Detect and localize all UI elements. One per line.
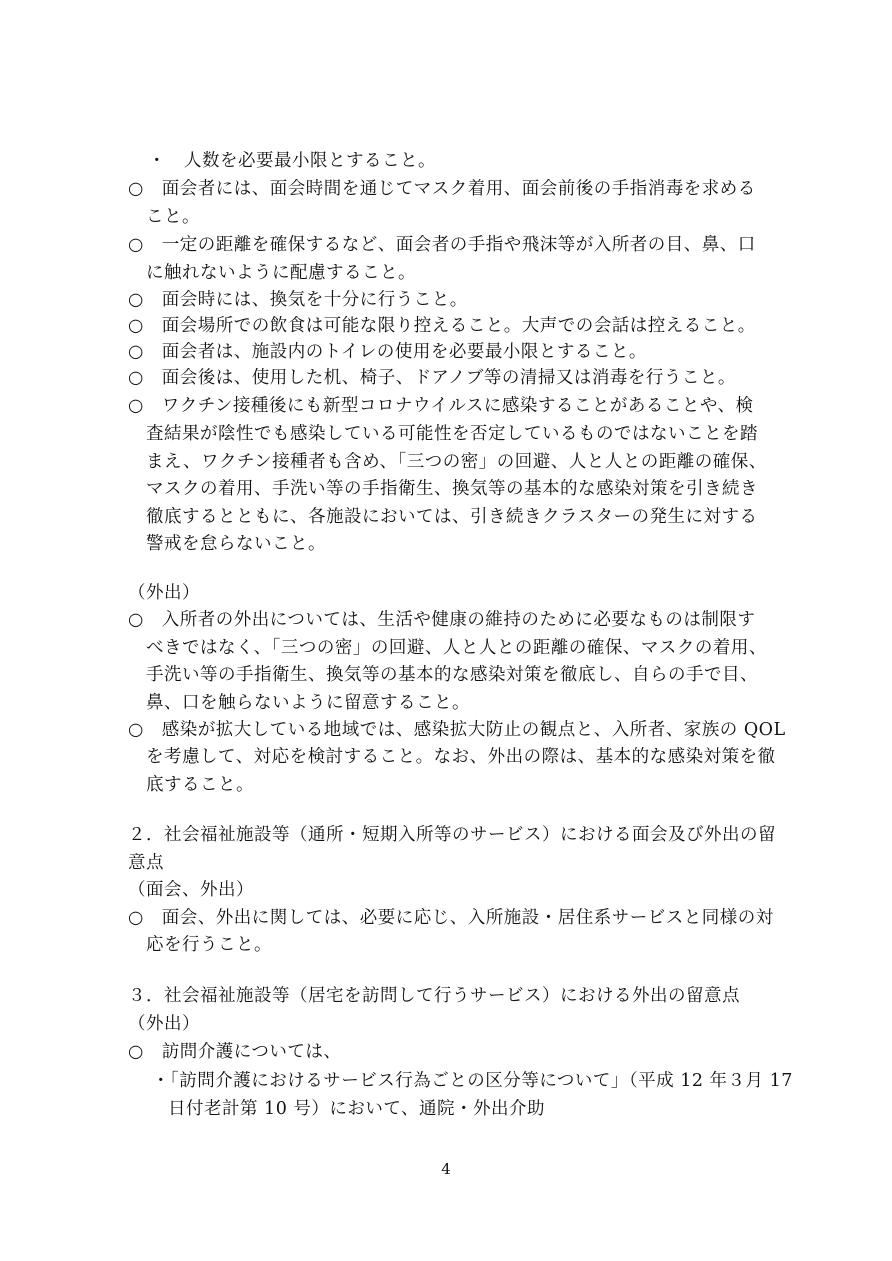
list-item-continuation: 底すること。 (146, 775, 254, 795)
list-item-continuation: べきではなく、「三つの密」の回避、人と人との距離の確保、マスクの着用、 (146, 638, 767, 658)
subsection-heading: （面会、外出） (128, 880, 254, 900)
list-item-continuation: 手洗い等の手指衛生、換気等の基本的な感染対策を徹底し、自らの手で目、 (146, 665, 758, 685)
list-item-continuation: 徹底するとともに、各施設においては、引き続きクラスターの発生に対する (146, 507, 758, 527)
list-item: ○ 面会者には、面会時間を通じてマスク着用、面会前後の手指消毒を求める (128, 179, 756, 199)
list-item-continuation: に触れないように配慮すること。 (146, 263, 416, 283)
section-heading: ２．社会福祉施設等（通所・短期入所等のサービス）における面会及び外出の留 (128, 825, 776, 845)
list-item-continuation: 警戒を怠らないこと。 (146, 534, 326, 554)
list-item: ○ 面会場所での飲食は可能な限り控えること。大声での会話は控えること。 (128, 316, 756, 336)
bullet-line: ・ 人数を必要最小限とすること。 (148, 151, 436, 171)
list-item: ○ 一定の距離を確保するなど、面会者の手指や飛沫等が入所者の目、鼻、口 (128, 235, 756, 255)
subsection-heading: （外出） (128, 583, 200, 603)
list-item-continuation: 査結果が陰性でも感染している可能性を否定しているものではないことを踏 (146, 424, 758, 444)
bullet-continuation: 日付老計第 10 号）において、通院・外出介助 (168, 1099, 546, 1119)
list-item: ○ 面会、外出に関しては、必要に応じ、入所施設・居住系サービスと同様の対 (128, 908, 774, 928)
list-item: ○ 面会後は、使用した机、椅子、ドアノブ等の清掃又は消毒を行うこと。 (128, 368, 736, 388)
list-item: ○ 面会時には、換気を十分に行うこと。 (128, 290, 468, 310)
list-item: ○ 入所者の外出については、生活や健康の維持のために必要なものは制限す (128, 610, 756, 630)
list-item-continuation: まえ、ワクチン接種者も含め、「三つの密」の回避、人と人との距離の確保、 (146, 452, 767, 472)
page-number: 4 (441, 1160, 451, 1178)
subsection-heading: （外出） (128, 1014, 200, 1034)
list-item-continuation: こと。 (146, 207, 200, 227)
list-item: ○ 面会者は、施設内のトイレの使用を必要最小限とすること。 (128, 342, 647, 362)
bullet-line: ・「訪問介護におけるサービス行為ごとの区分等について」（平成 12 年３月 17 (152, 1071, 793, 1091)
list-item-continuation: 鼻、口を触らないように留意すること。 (146, 693, 470, 713)
list-item-continuation: 応を行うこと。 (146, 935, 272, 955)
list-item: ○ ワクチン接種後にも新型コロナウイルスに感染することがあることや、検 (128, 396, 754, 416)
list-item: ○ 訪問介護については、 (128, 1042, 342, 1062)
list-item-continuation: マスクの着用、手洗い等の手指衛生、換気等の基本的な感染対策を引き続き (146, 479, 758, 499)
list-item: ○ 感染が拡大している地域では、感染拡大防止の観点と、入所者、家族の QOL (128, 720, 786, 740)
section-heading: ３．社会福祉施設等（居宅を訪問して行うサービス）における外出の留意点 (128, 986, 740, 1006)
list-item-continuation: を考慮して、対応を検討すること。なお、外出の際は、基本的な感染対策を徹 (146, 747, 776, 767)
section-heading-continuation: 意点 (128, 853, 164, 873)
